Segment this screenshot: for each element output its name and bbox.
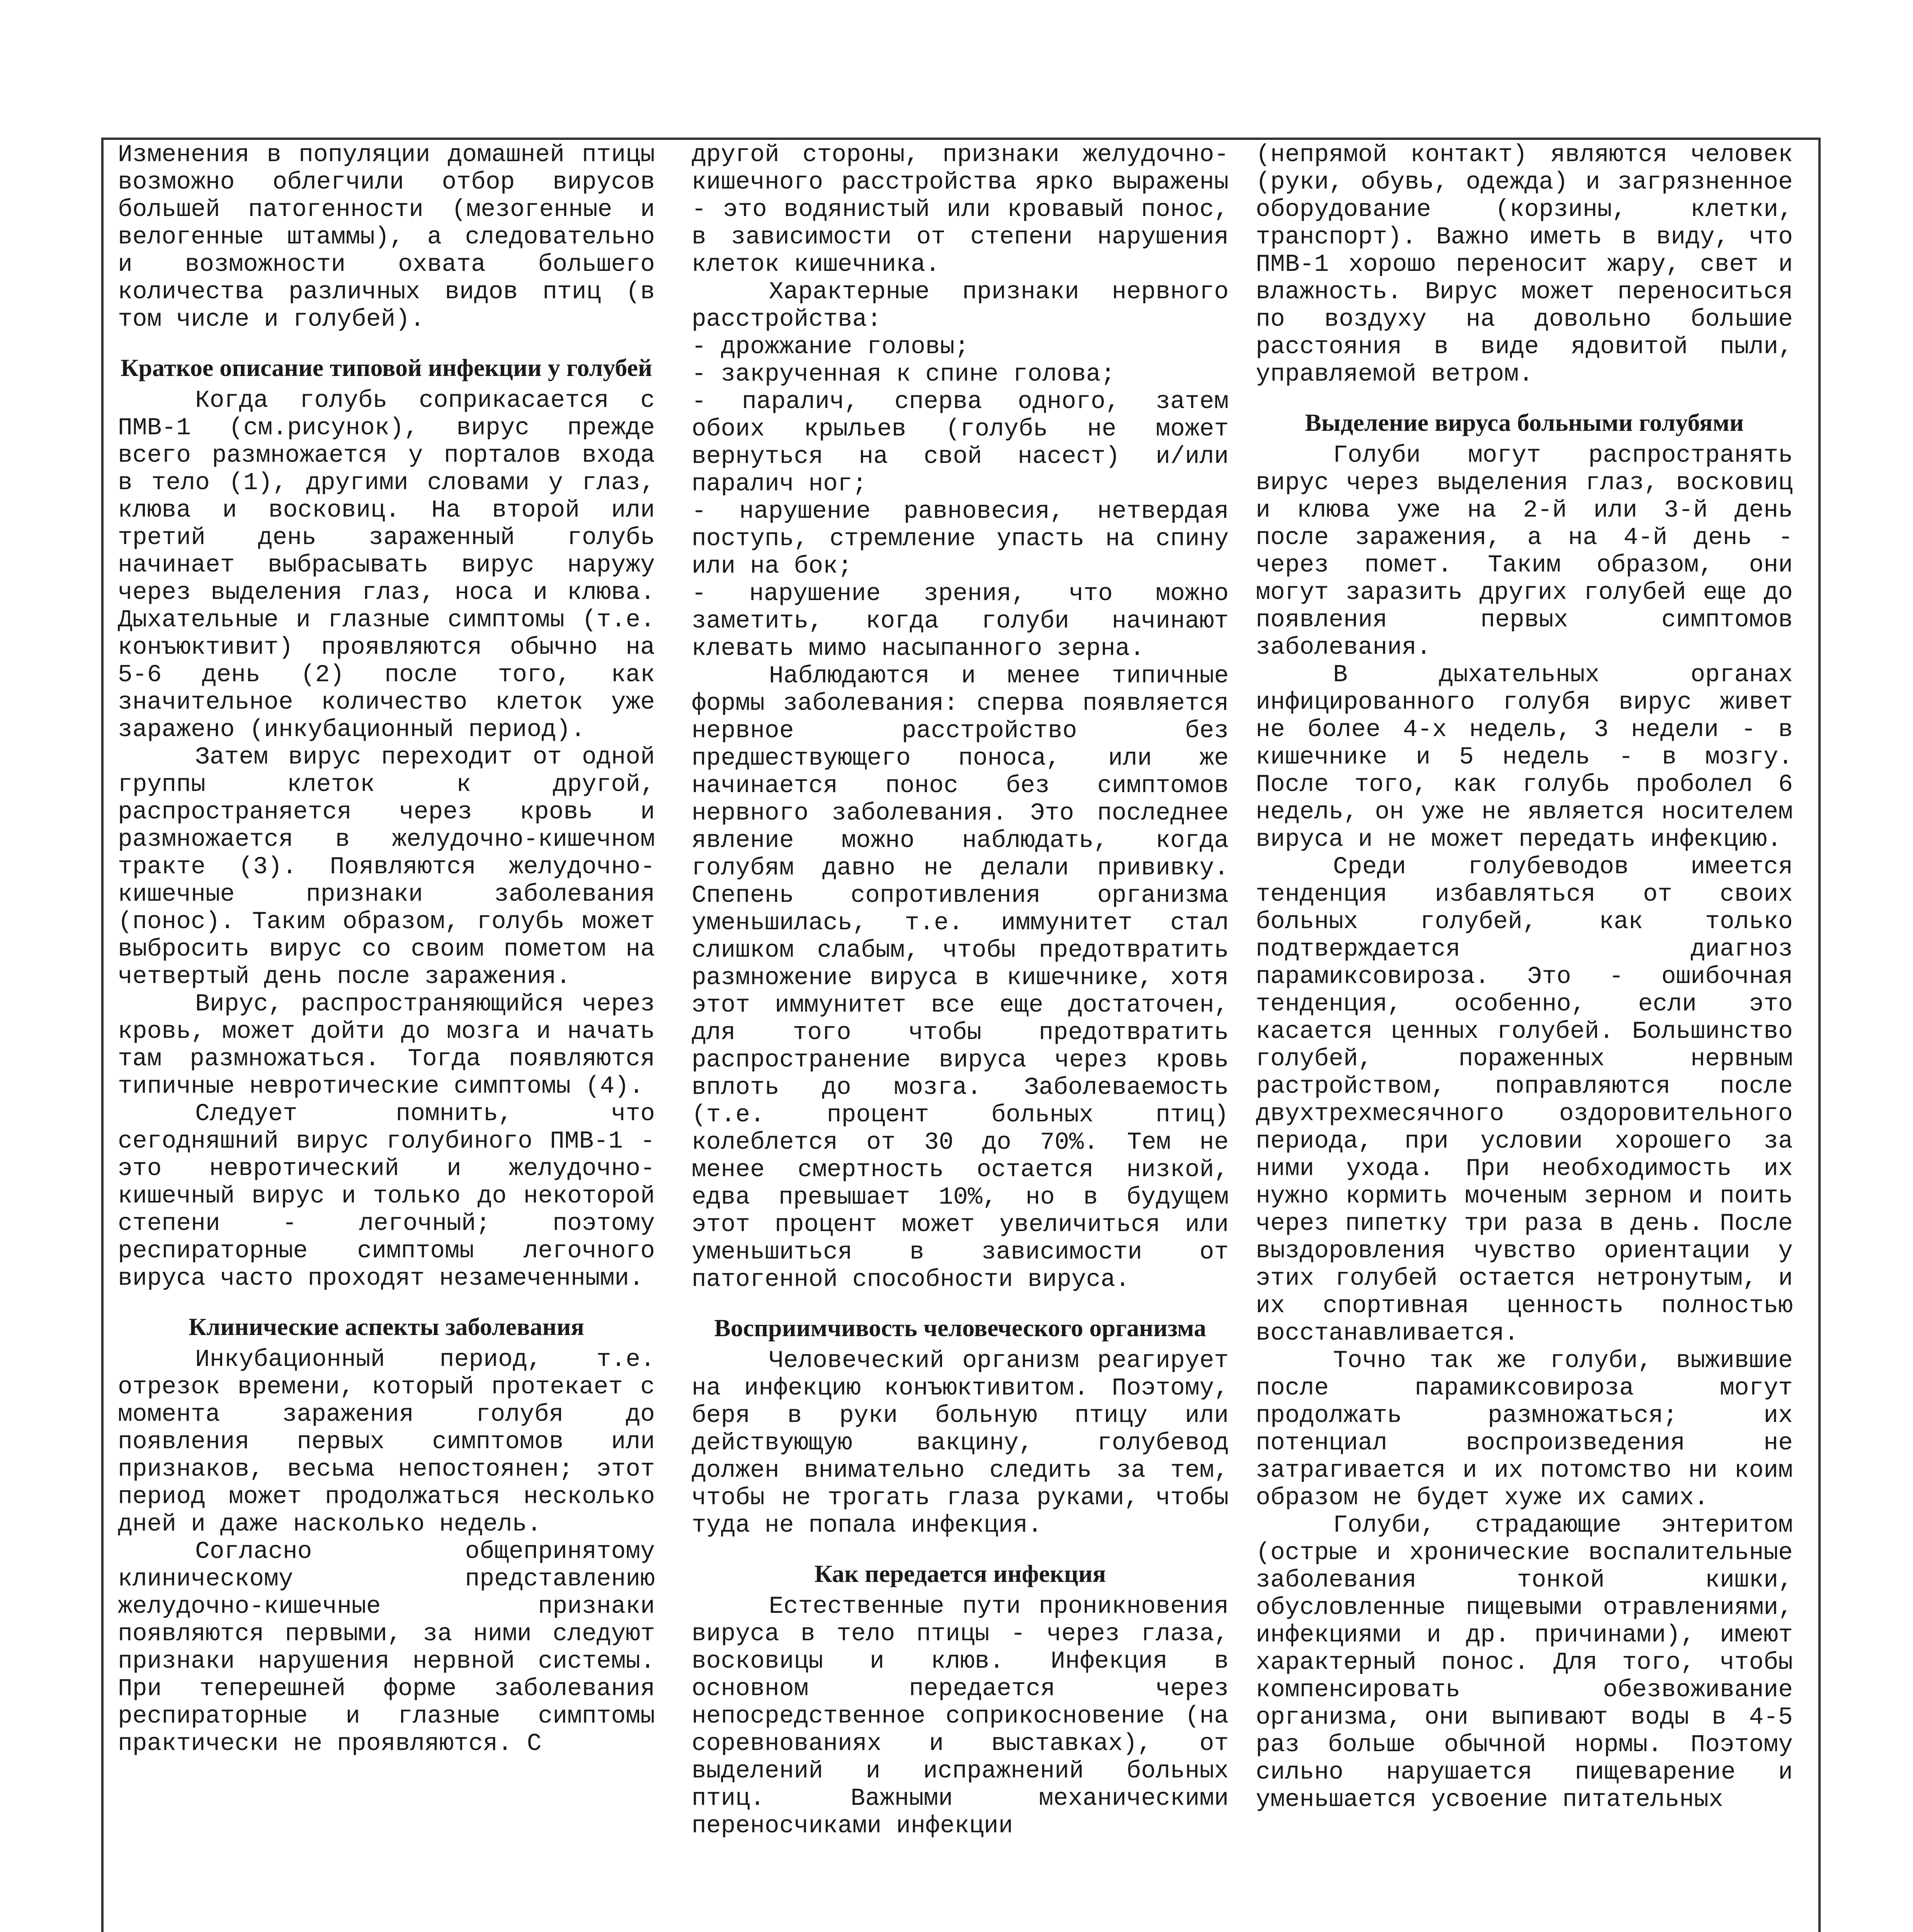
paragraph: Характерные признаки нервного расстройства: <box>692 278 1229 333</box>
paragraph: Согласно общепринятому клиническому представлению желудочно-кишечные признаки появляются первыми, за ними следуют признаки нарушения нервной системы. При теперешней форме заболевания респираторные и глазные симптомы практически не проявляются. С <box>118 1538 655 1757</box>
paragraph: Изменения в популяции домашней птицы возможно облегчили отбор вирусов большей патогенности (мезогенные и велогенные штаммы), а следовательно и возможности охвата большего количества различных видов птиц (в том числе и голубей). <box>118 141 655 333</box>
paragraph: Точно так же голуби, выжившие после парамиксовироза могут продолжать размножаться; их потенциал воспроизведения не затрагивается и их потомство ни коим образом не будет хуже их самих. <box>1256 1347 1793 1512</box>
section-heading: Клинические аспекты заболевания <box>188 1313 585 1340</box>
section-heading: Выделение вируса больными голубями <box>1305 409 1744 436</box>
text-column-3 <box>1256 141 1793 1813</box>
symptom-list-item: - нарушение зрения, что можно заметить, когда голуби начинают клевать мимо насыпанного зерна. <box>692 580 1229 662</box>
paragraph: Наблюдаются и менее типичные формы заболевания: сперва появляется нервное расстройство без предшествующего поноса, или же начинается понос без симптомов нервного заболевания. Это последнее явление можно наблюдать, когда голубям давно не делали прививку. Спепень сопротивления организма уменьшилась, т.е. иммунитет стал слишком слабым, чтобы предотвратить размножение вируса в кишечнике, хотя этот иммунитет все еще достаточен, для того чтобы предотвратить распространение вируса через кровь вплоть до мозга. Заболеваемость (т.е. процент больных птиц) колеблется от 30 до 70%. Тем не менее смертность остается низкой, едва превышает 10%, но в будущем этот процент может увеличиться или уменьшиться в зависимости от патогенной способности вируса. <box>692 662 1229 1293</box>
paragraph: Естественные пути проникновения вируса в тело птицы - через глаза, восковицы и клюв. Инфекция в основном передается через непосредственное соприкосновение (на соревнованиях и выставках), от выделений и испражнений больных птиц. Важными механическими переносчиками инфекции <box>692 1593 1229 1840</box>
symptom-list-item: - закрученная к спине голова; <box>692 361 1115 388</box>
section-heading: Краткое описание типовой инфекции у голубей <box>121 354 652 381</box>
paragraph: Человеческий организм реагирует на инфекцию конъюктивитом. Поэтому, беря в руки больную птицу или действующую вакцину, голубевод должен внимательно следить за тем, чтобы не трогать глаза руками, чтобы туда не попала инфекция. <box>692 1347 1229 1539</box>
paragraph: Вирус, распространяющийся через кровь, может дойти до мозга и начать там размножаться. Тогда появляются типичные невротические симптомы (4). <box>118 990 655 1100</box>
symptom-list <box>692 333 1229 662</box>
paragraph: В дыхательных органах инфицированного голубя вирус живет не более 4-х недель, 3 недели - в кишечнике и 5 недель - в мозгу. После того, как голубь проболел 6 недель, он уже не является носителем вируса и не может передать инфекцию. <box>1256 661 1793 853</box>
symptom-list-item: - дрожжание головы; <box>692 333 969 361</box>
paragraph: Голуби могут распространять вирус через выделения глаз, восковиц и клюва уже на 2-й или 3-й день после заражения, а на 4-й день - через помет. Таким образом, они могут заразить других голубей еще до появления первых симптомов заболевания. <box>1256 442 1793 661</box>
section-heading: Как передается инфекция <box>814 1560 1106 1587</box>
paragraph: Среди голубеводов имеется тенденция избавляться от своих больных голубей, как только подтверждается диагноз парамиксовироза. Это - ошибочная тенденция, особенно, если это касается ценных голубей. Большинство голубей, пораженных нервным растройством, поправляются после двухтрехмесячного оздоровительного периода, при условии хорошего за ними ухода. При необходимость их нужно кормить моченым зерном и поить через пипетку три раза в день. После выздоровления чувство ориентации у этих голубей остается нетронутым, и их спортивная ценность полностью восстанавливается. <box>1256 853 1793 1347</box>
text-column-1 <box>118 141 655 1757</box>
paragraph: Когда голубь соприкасается с ПМВ-1 (см.рисунок), вирус прежде всего размножается у порталов входа в тело (1), другими словами у глаз, клюва и восковиц. На второй или третий день зараженный голубь начинает выбрасывать вирус наружу через выделения глаз, носа и клюва. Дыхательные и глазные симптомы (т.е. конъюктивит) проявляются обычно на 5-6 день (2) после того, как значительное количество клеток уже заражено (инкубационный период). <box>118 387 655 743</box>
section-heading: Восприимчивость человеческого организма <box>714 1314 1206 1342</box>
symptom-list-item: - паралич, сперва одного, затем обоих крыльев (голубь не может вернуться на свой насест) и/или паралич ног; <box>692 388 1229 498</box>
paragraph: (непрямой контакт) являются человек (руки, обувь, одежда) и загрязненное оборудование (корзины, клетки, транспорт). Важно иметь в виду, что ПМВ-1 хорошо переносит жару, свет и влажность. Вирус может переноситься по воздуху на довольно большие расстояния в виде ядовитой пыли, управляемой ветром. <box>1256 141 1793 388</box>
paragraph: Затем вирус переходит от одной группы клеток к другой, распространяется через кровь и размножается в желудочно-кишечном тракте (3). Появляются желудочно-кишечные признаки заболевания (понос). Таким образом, голубь может выбросить вирус со своим пометом на четвертый день после заражения. <box>118 743 655 990</box>
symptom-list-item: - нарушение равновесия, нетвердая поступь, стремление упасть на спину или на бок; <box>692 498 1229 580</box>
paragraph: Голуби, страдающие энтеритом (острые и хронические воспалительные заболевания тонкой кишки, обусловленные пищевыми отравлениями, инфекциями и др. причинами), имеют характерный понос. Для того, чтобы компенсировать обезвоживание организма, они выпивают воды в 4-5 раз больше обычной нормы. Поэтому сильно нарушается пищеварение и уменьшается усвоение питательных <box>1256 1512 1793 1813</box>
paragraph: Инкубационный период, т.е. отрезок времени, который протекает с момента заражения голубя до появления первых симптомов или признаков, весьма непостоянен; этот период может продолжаться несколько дней и даже насколько недель. <box>118 1346 655 1538</box>
paragraph: другой стороны, признаки желудочно-кишечного расстройства ярко выражены - это водянистый или кровавый понос, в зависимости от степени нарушения клеток кишечника. <box>692 141 1229 278</box>
text-column-2 <box>692 141 1229 1840</box>
paragraph: Следует помнить, что сегодняшний вирус голубиного ПМВ-1 - это невротический и желудочно-кишечный вирус и только до некоторой степени - легочный; поэтому респираторные симптомы легочного вируса часто проходят незамеченными. <box>118 1100 655 1292</box>
